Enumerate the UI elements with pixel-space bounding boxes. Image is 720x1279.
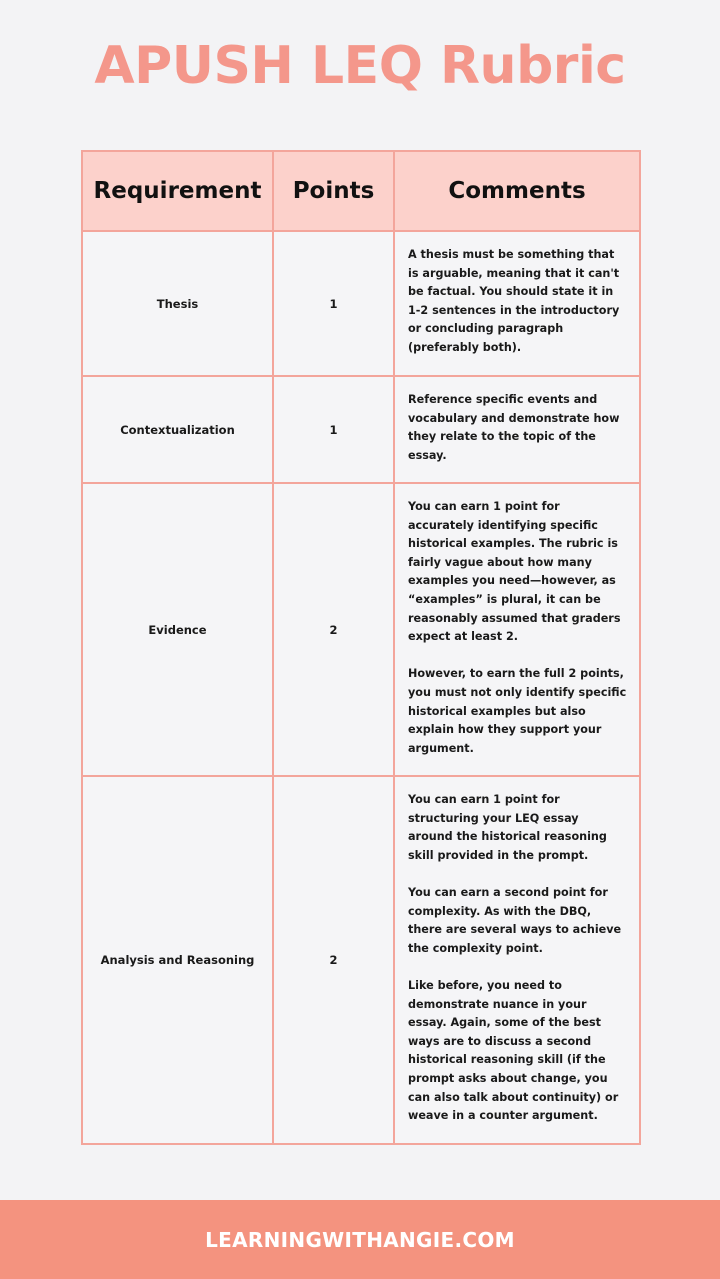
points-cell: 1 xyxy=(273,376,394,483)
comment-paragraph: However, to earn the full 2 points, you must not only identify specific historical examples but also explain how they support your argument. xyxy=(408,667,627,755)
column-header-points: Points xyxy=(273,151,394,231)
comment-paragraph: You can earn a second point for complexity. As with the DBQ, there are several ways to achieve the complexity point. xyxy=(408,885,622,955)
table-row-contextualization xyxy=(82,376,640,483)
requirement-cell: Thesis xyxy=(82,231,273,376)
rubric-table xyxy=(81,150,641,1145)
table-row-analysis-and-reasoning xyxy=(82,776,640,1144)
footer-banner xyxy=(0,1200,720,1279)
points-cell: 2 xyxy=(273,776,394,1144)
requirement-cell: Evidence xyxy=(82,483,273,776)
comments-cell xyxy=(394,376,640,483)
comment-paragraph: A thesis must be something that is arguable, meaning that it can't be factual. You should state it in 1-2 sentences in the introductory or concluding paragraph (preferably both). xyxy=(408,248,620,354)
table-row-evidence xyxy=(82,483,640,776)
comment-paragraph: Like before, you need to demonstrate nuance in your essay. Again, some of the best ways are to discuss a second historical reasoning skill (if the prompt asks about change, you can also talk about continuity) or weave in a counter argument. xyxy=(408,978,619,1123)
page-title: APUSH LEQ Rubric xyxy=(94,36,626,96)
comments-cell xyxy=(394,776,640,1144)
points-cell: 2 xyxy=(273,483,394,776)
points-cell: 1 xyxy=(273,231,394,376)
comment-paragraph: You can earn 1 point for accurately identifying specific historical examples. The rubric is fairly vague about how many examples you need—however, as “examples” is plural, it can be reasonably assumed that graders expect at least 2. xyxy=(408,500,621,644)
comment-paragraph: You can earn 1 point for structuring your LEQ essay around the historical reasoning skill provided in the prompt. xyxy=(408,793,607,862)
requirement-cell: Analysis and Reasoning xyxy=(82,776,273,1144)
column-header-requirement: Requirement xyxy=(82,151,273,231)
comment-paragraph: Reference specific events and vocabulary and demonstrate how they relate to the topic of the essay. xyxy=(408,393,620,462)
requirement-cell: Contextualization xyxy=(82,376,273,483)
table-header-row xyxy=(82,151,640,231)
column-header-comments: Comments xyxy=(394,151,640,231)
comments-cell xyxy=(394,231,640,376)
comments-cell xyxy=(394,483,640,776)
footer-website-text: LEARNINGWITHANGIE.COM xyxy=(205,1227,515,1252)
table-row-thesis xyxy=(82,231,640,376)
